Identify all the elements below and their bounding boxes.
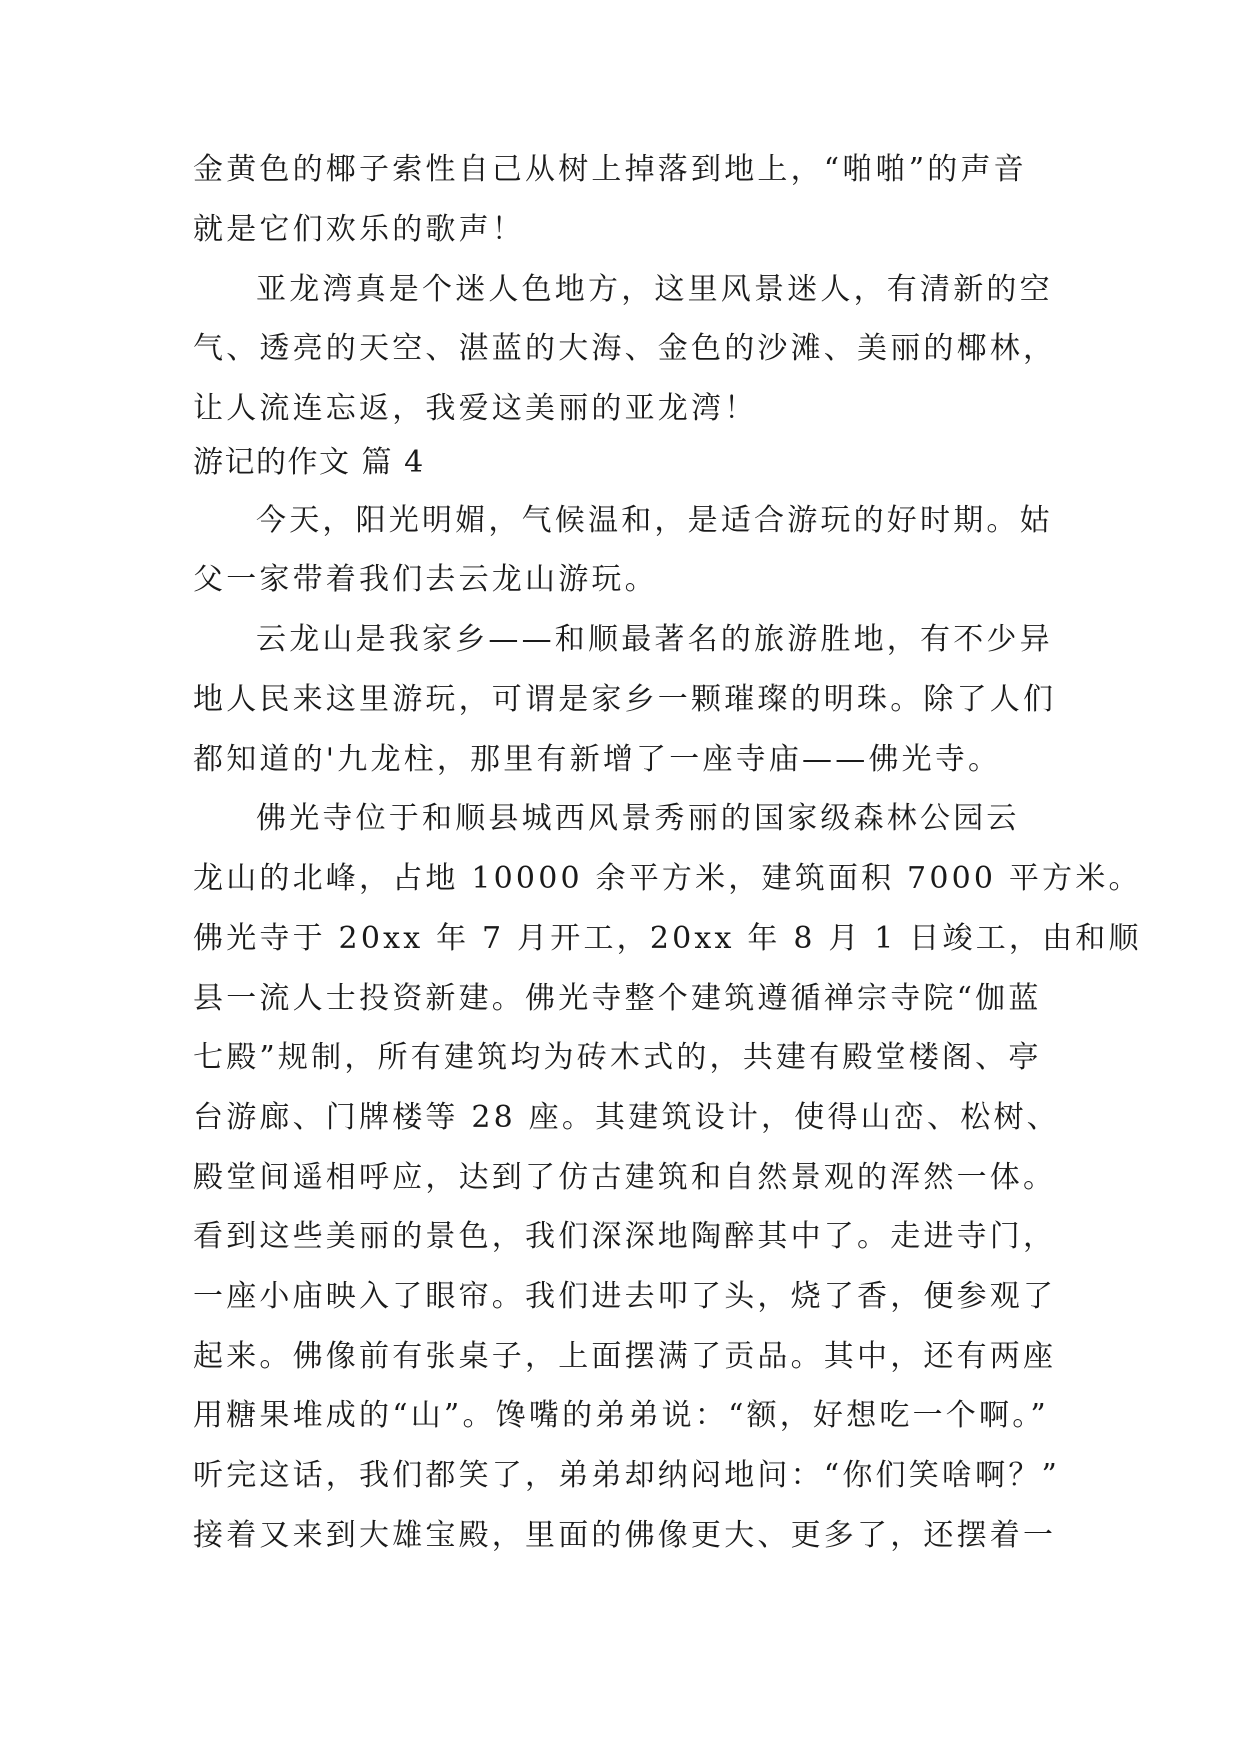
text-line: 殿堂间遥相呼应，达到了仿古建筑和自然景观的浑然一体。	[193, 1160, 1057, 1195]
text-line: 七殿”规制，所有建筑均为砖木式的，共建有殿堂楼阁、亭	[193, 1040, 1042, 1075]
text-line: 起来。佛像前有张桌子，上面摆满了贡品。其中，还有两座	[193, 1339, 1057, 1374]
text-line: 佛光寺于 20xx 年 7 月开工，20xx 年 8 月 1 日竣工，由和顺	[193, 921, 1142, 956]
text-line: 地人民来这里游玩，可谓是家乡一颗璀璨的明珠。除了人们	[193, 682, 1057, 717]
text-line: 看到这些美丽的景色，我们深深地陶醉其中了。走进寺门，	[193, 1219, 1057, 1254]
text-line: 一座小庙映入了眼帘。我们进去叩了头，烧了香，便参观了	[193, 1279, 1057, 1314]
text-line: 县一流人士投资新建。佛光寺整个建筑遵循禅宗寺院“伽蓝	[193, 981, 1042, 1016]
section-heading: 游记的作文 篇 4	[193, 445, 425, 480]
text-line: 父一家带着我们去云龙山游玩。	[193, 562, 658, 597]
text-line: 接着又来到大雄宝殿，里面的佛像更大、更多了，还摆着一	[193, 1518, 1057, 1553]
text-line: 听完这话，我们都笑了，弟弟却纳闷地问：“你们笑啥啊？”	[193, 1458, 1061, 1493]
text-line: 金黄色的椰子索性自己从树上掉落到地上，“啪啪”的声音	[193, 152, 1027, 187]
text-line: 用糖果堆成的“山”。馋嘴的弟弟说：“额，好想吃一个啊。”	[193, 1398, 1049, 1433]
paragraph-start-line: 亚龙湾真是个迷人色地方，这里风景迷人，有清新的空	[256, 272, 1053, 307]
text-line: 让人流连忘返，我爱这美丽的亚龙湾！	[193, 391, 758, 426]
text-line: 龙山的北峰，占地 10000 余平方米，建筑面积 7000 平方米。	[193, 861, 1142, 896]
text-line: 气、透亮的天空、湛蓝的大海、金色的沙滩、美丽的椰林，	[193, 331, 1057, 366]
paragraph-start-line: 佛光寺位于和顺县城西风景秀丽的国家级森林公园云	[256, 801, 1020, 836]
text-line: 都知道的'九龙柱，那里有新增了一座寺庙——佛光寺。	[193, 742, 1002, 777]
text-line: 台游廊、门牌楼等 28 座。其建筑设计，使得山峦、松树、	[193, 1100, 1060, 1135]
paragraph-start-line: 云龙山是我家乡——和顺最著名的旅游胜地，有不少异	[256, 622, 1053, 657]
paragraph-start-line: 今天，阳光明媚，气候温和，是适合游玩的好时期。姑	[256, 503, 1053, 538]
text-line: 就是它们欢乐的歌声！	[193, 212, 525, 247]
